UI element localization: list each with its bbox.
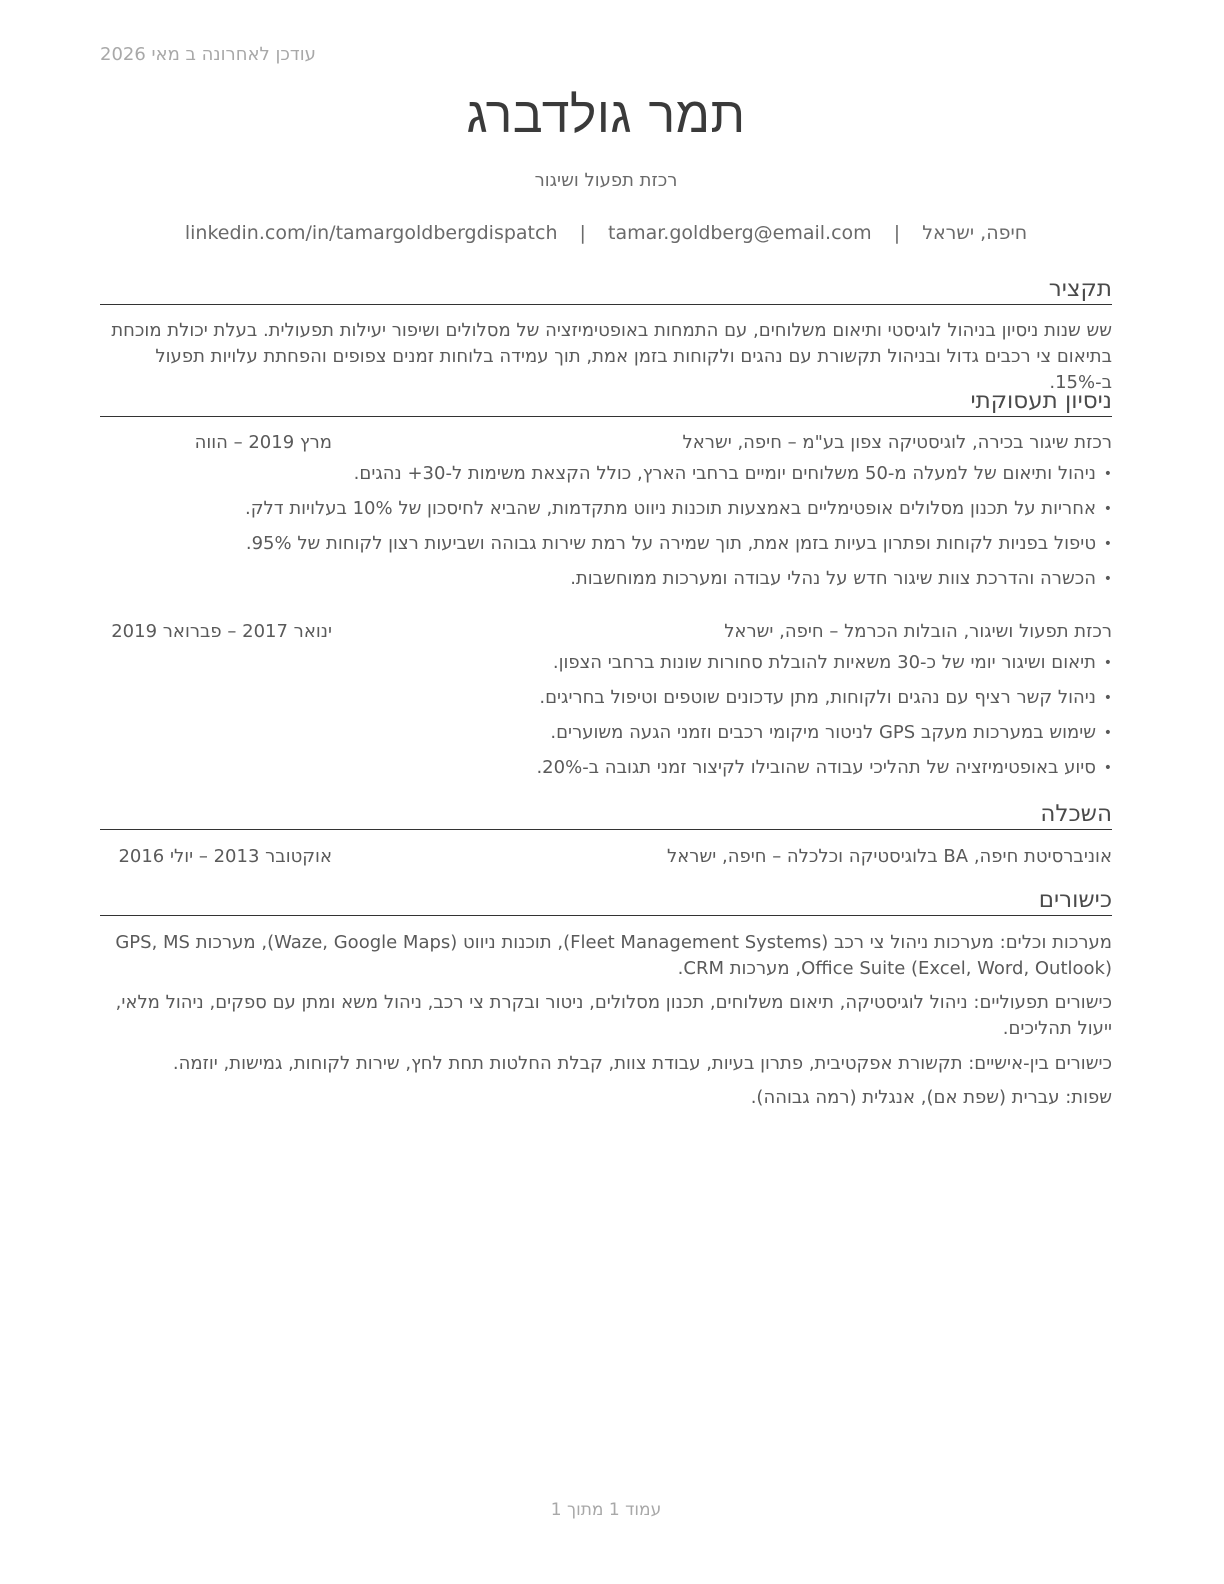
bullet-icon: • [1103, 571, 1112, 587]
job-dates: ינואר 2017 – פברואר 2019 [111, 621, 332, 642]
bullet-icon: • [1103, 536, 1112, 552]
education-degree: אוניברסיטת חיפה, BA בלוגיסטיקה וכלכלה – חיפה, ישראל [667, 846, 1112, 867]
summary-text: שש שנות ניסיון בניהול לוגיסטי ותיאום משלוחים, עם התמחות באופטימיזציה של מסלולים ושיפור יעילות תפעולית. בעלת יכולת מוכחת בתיאום צי רכבים גדול ובניהול תקשורת עם נהגים ולקוחות בזמן אמת, תוך עמידה בלוחות זמנים צפופים והפחתת עלויות תפעול ב-15%. [111, 320, 1112, 393]
job-bullets [100, 461, 1112, 601]
section-heading-education: השכלה [100, 800, 1112, 830]
page-number: עמוד 1 מתוך 1 [550, 1500, 662, 1520]
skills-operational: כישורים תפעוליים: ניהול לוגיסטיקה, תיאום משלוחים, תכנון מסלולים, ניטור ובקרת צי רכב, ניהול משא ומתן עם ספקים, ניהול מלאי, ייעול תהליכים. [115, 992, 1112, 1039]
education-entry [100, 844, 1112, 870]
job-bullets [100, 650, 1112, 790]
bullet-icon: • [1103, 760, 1112, 776]
candidate-title: רכזת תפעול ושיגור [534, 170, 678, 191]
contact-line [100, 222, 1112, 244]
resume-page [100, 0, 1112, 1584]
contact-separator: | [893, 222, 901, 244]
skills-interpersonal: כישורים בין-אישיים: תקשורת אפקטיבית, פתרון בעיות, עבודת צוות, קבלת החלטות תחת לחץ, שירות לקוחות, גמישות, יוזמה. [172, 1053, 1112, 1074]
bullet-icon: • [1103, 725, 1112, 741]
section-heading-experience: ניסיון תעסוקתי [100, 387, 1112, 417]
bullet-icon: • [1103, 501, 1112, 517]
list-item: • ניהול קשר רציף עם נהגים ולקוחות, מתן עדכונים שוטפים וטיפול בחריגים. [100, 685, 1112, 711]
job-dates: מרץ 2019 – הווה [194, 432, 332, 453]
skills-tools: מערכות וכלים: מערכות ניהול צי רכב (Fleet Management Systems), תוכנות ניווט (Waze, Google Maps), מערכות GPS, MS Office Suite (Excel, Word, Outlook), מערכות CRM. [115, 932, 1112, 979]
job-header [100, 430, 1112, 456]
candidate-name: תמר גולדברג [466, 86, 746, 144]
bullet-icon: • [1103, 655, 1112, 671]
list-item: • הכשרה והדרכת צוות שיגור חדש על נהלי עבודה ומערכות ממוחשבות. [100, 566, 1112, 592]
job-role: רכזת תפעול ושיגור, הובלות הכרמל – חיפה, ישראל [724, 621, 1112, 642]
list-item: • טיפול בפניות לקוחות ופתרון בעיות בזמן אמת, תוך שמירה על רמת שירות גבוהה ושביעות רצון לקוחות של 95%. [100, 531, 1112, 557]
bullet-icon: • [1103, 690, 1112, 706]
contact-linkedin[interactable]: linkedin.com/in/tamargoldbergdispatch [184, 222, 558, 244]
section-heading-skills: כישורים [100, 886, 1112, 916]
education-dates: אוקטובר 2013 – יולי 2016 [118, 846, 332, 867]
list-item: • אחריות על תכנון מסלולים אופטימליים באמצעות תוכנות ניווט מתקדמות, שהביא לחיסכון של 10% בעלויות דלק. [100, 496, 1112, 522]
skills-languages: שפות: עברית (שפת אם), אנגלית (רמה גבוהה). [750, 1087, 1112, 1108]
bullet-icon: • [1103, 466, 1112, 482]
contact-location: חיפה, ישראל [922, 222, 1028, 244]
list-item: • סיוע באופטימיזציה של תהליכי עבודה שהובילו לקיצור זמני תגובה ב-20%. [100, 755, 1112, 781]
last-updated: עודכן לאחרונה ב מאי 2026 [100, 44, 316, 65]
job-role: רכזת שיגור בכירה, לוגיסטיקה צפון בע"מ – חיפה, ישראל [682, 432, 1112, 453]
list-item: • ניהול ותיאום של למעלה מ-50 משלוחים יומיים ברחבי הארץ, כולל הקצאת משימות ל-30+ נהגים. [100, 461, 1112, 487]
list-item: • שימוש במערכות מעקב GPS לניטור מיקומי רכבים וזמני הגעה משוערים. [100, 720, 1112, 746]
job-header [100, 619, 1112, 645]
contact-email[interactable]: tamar.goldberg@email.com [608, 222, 872, 244]
contact-separator: | [579, 222, 586, 244]
list-item: • תיאום ושיגור יומי של כ-30 משאיות להובלת סחורות שונות ברחבי הצפון. [100, 650, 1112, 676]
section-heading-summary: תקציר [100, 275, 1112, 305]
